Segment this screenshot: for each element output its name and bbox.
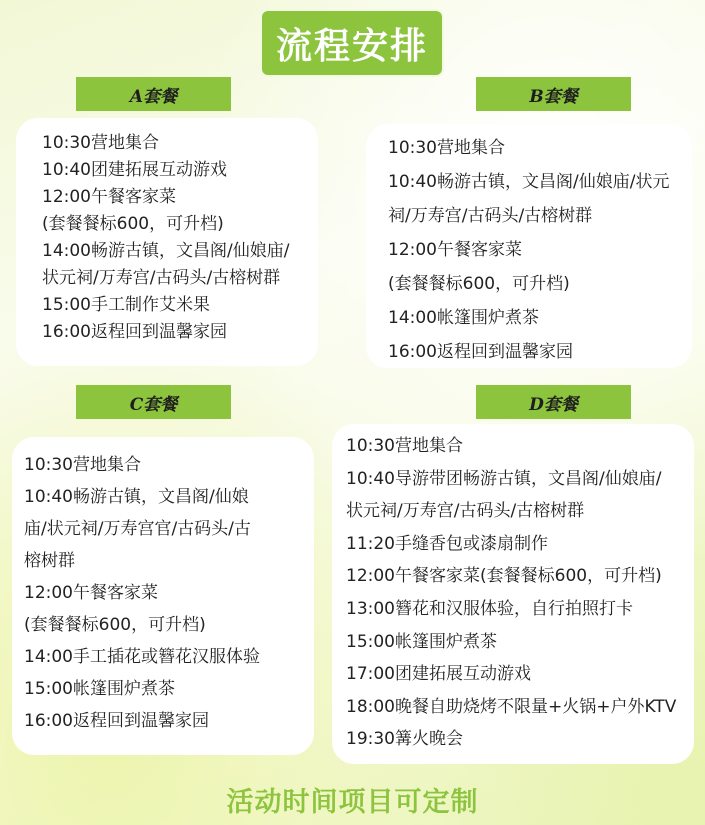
schedule-item: 18:00晚餐自助烧烤不限量+火锅+户外KTV [346, 696, 677, 717]
schedule-item: 状元祠/万寿宫/古码头/古榕树群 [346, 501, 585, 522]
schedule-item: 13:00簪花和汉服体验，自行拍照打卡 [346, 598, 633, 619]
schedule-item: (套餐餐标600，可升档) [24, 615, 206, 635]
package-b-label [476, 77, 631, 111]
schedule-item: 庙/状元祠/万寿宫官/古码头/古 [24, 519, 251, 539]
schedule-item: 12:00午餐客家菜(套餐餐标600，可升档) [346, 566, 662, 587]
schedule-item: 榕树群 [24, 551, 75, 571]
package-a-label-text: A套餐 [129, 86, 178, 107]
package-c-label-text: C套餐 [129, 394, 178, 415]
schedule-item: 12:00午餐客家菜 [42, 187, 176, 207]
schedule-item: (套餐餐标600，可升档) [388, 274, 570, 294]
schedule-item: (套餐餐标600，可升档) [42, 214, 224, 234]
schedule-item: 10:40导游带团畅游古镇，文昌阁/仙娘庙/ [346, 468, 662, 489]
package-a-schedule-card [16, 118, 318, 366]
schedule-item: 状元祠/万寿宫/古码头/古榕树群 [42, 268, 281, 288]
schedule-item: 15:00帐篷围炉煮茶 [24, 679, 175, 699]
customizable-note: 活动时间项目可定制 [226, 787, 479, 818]
schedule-item: 10:30营地集合 [24, 455, 141, 475]
schedule-item: 12:00午餐客家菜 [24, 583, 158, 603]
schedule-item: 16:00返程回到温馨家园 [42, 322, 227, 342]
schedule-item: 15:00手工制作艾米果 [42, 295, 210, 315]
package-d-label-text: D套餐 [529, 394, 578, 415]
schedule-item: 10:30营地集合 [388, 138, 505, 158]
package-c-schedule-card [12, 437, 314, 755]
schedule-item: 14:00畅游古镇，文昌阁/仙娘庙/ [42, 241, 290, 261]
schedule-item: 祠/万寿宫/古码头/古榕树群 [388, 206, 593, 226]
schedule-item: 10:40畅游古镇，文昌阁/仙娘 [24, 487, 249, 507]
title-banner [262, 11, 442, 75]
page-title: 流程安排 [275, 24, 428, 67]
package-b-label-text: B套餐 [529, 86, 578, 107]
schedule-item: 10:40畅游古镇，文昌阁/仙娘庙/状元 [388, 172, 670, 192]
schedule-item: 10:30营地集合 [346, 436, 463, 456]
schedule-item: 14:00帐篷围炉煮茶 [388, 308, 539, 328]
schedule-item: 19:30篝火晚会 [346, 729, 463, 750]
schedule-item: 17:00团建拓展互动游戏 [346, 664, 531, 685]
package-a-label [76, 77, 231, 111]
schedule-item: 16:00返程回到温馨家园 [388, 342, 573, 362]
package-d-schedule-card [332, 424, 694, 764]
schedule-item: 10:40团建拓展互动游戏 [42, 160, 227, 180]
package-b-schedule-card [366, 124, 692, 368]
schedule-item: 12:00午餐客家菜 [388, 240, 522, 260]
schedule-item: 10:30营地集合 [42, 133, 159, 153]
schedule-item: 15:00帐篷围炉煮茶 [346, 631, 497, 652]
schedule-item: 11:20手缝香包或漆扇制作 [346, 533, 548, 554]
schedule-item: 14:00手工插花或簪花汉服体验 [24, 647, 260, 667]
package-c-label [76, 385, 231, 419]
package-d-label [476, 385, 631, 419]
schedule-item: 16:00返程回到温馨家园 [24, 711, 209, 731]
